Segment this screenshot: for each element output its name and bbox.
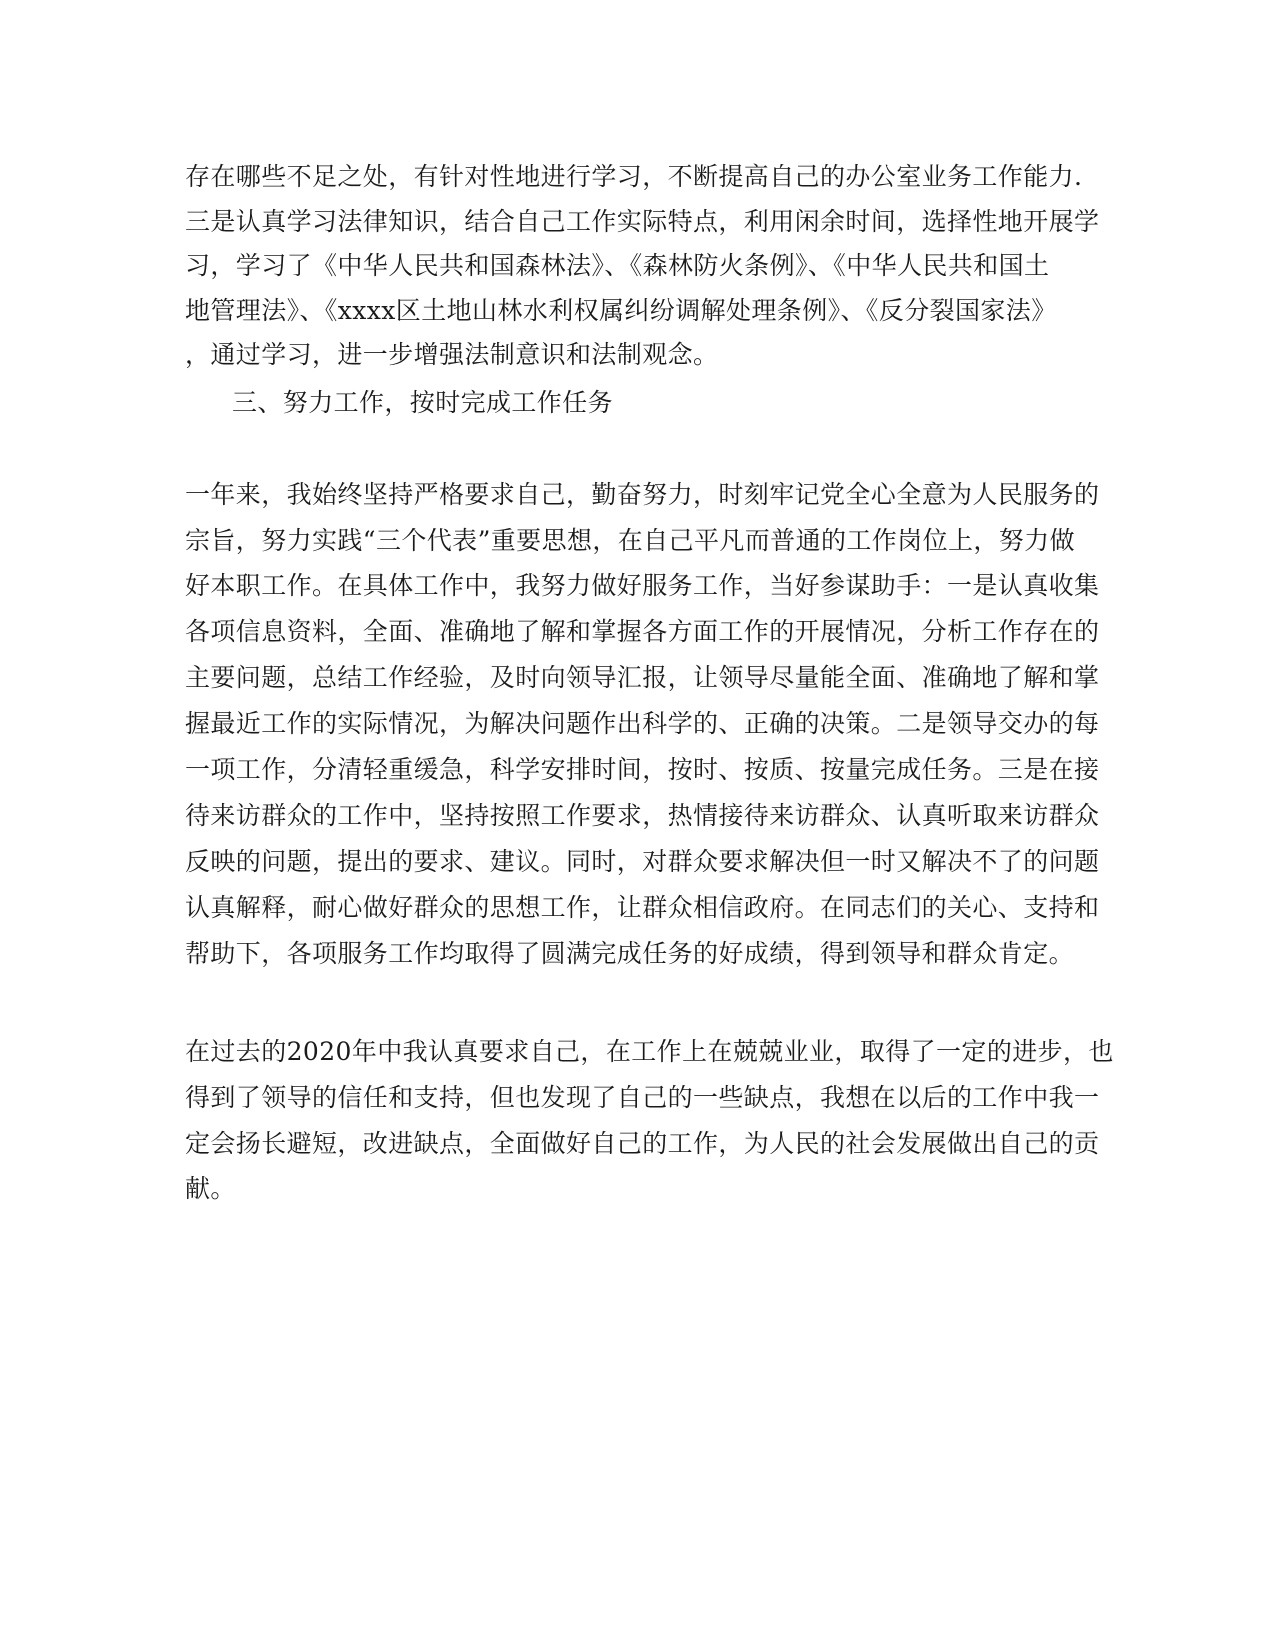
text-line: 各项信息资料，全面、准确地了解和掌握各方面工作的开展情况，分析工作存在的 [185, 617, 1100, 646]
text-line: 三是认真学习法律知识，结合自己工作实际特点，利用闲余时间，选择性地开展学 [185, 207, 1100, 236]
text-line: 主要问题，总结工作经验，及时向领导汇报，让领导尽量能全面、准确地了解和掌 [185, 663, 1100, 692]
text-line: 反映的问题，提出的要求、建议。同时，对群众要求解决但一时又解决不了的问题 [185, 847, 1100, 876]
text-line: 帮助下，各项服务工作均取得了圆满完成任务的好成绩，得到领导和群众肯定。 [185, 939, 1075, 968]
text-line: 得到了领导的信任和支持，但也发现了自己的一些缺点，我想在以后的工作中我一 [185, 1083, 1100, 1112]
text-line: 献。 [185, 1174, 236, 1203]
text-line: 在过去的2020年中我认真要求自己，在工作上在兢兢业业，取得了一定的进步，也 [185, 1037, 1114, 1066]
text-line: 待来访群众的工作中，坚持按照工作要求，热情接待来访群众、认真听取来访群众 [185, 801, 1100, 830]
text-line: 好本职工作。在具体工作中，我努力做好服务工作，当好参谋助手：一是认真收集 [185, 571, 1100, 600]
text-line: 宗旨，努力实践“三个代表”重要思想，在自己平凡而普通的工作岗位上，努力做 [185, 526, 1075, 555]
text-line: 定会扬长避短，改进缺点，全面做好自己的工作，为人民的社会发展做出自己的贡 [185, 1129, 1100, 1158]
text-line: 一项工作，分清轻重缓急，科学安排时间，按时、按质、按量完成任务。三是在接 [185, 755, 1100, 784]
text-line: 一年来，我始终坚持严格要求自己，勤奋努力，时刻牢记党全心全意为人民服务的 [185, 480, 1100, 509]
section-heading: 三、努力工作，按时完成工作任务 [232, 388, 614, 417]
text-line: 认真解释，耐心做好群众的思想工作，让群众相信政府。在同志们的关心、支持和 [185, 893, 1100, 922]
text-line: 习，学习了《中华人民共和国森林法》、《森林防火条例》、《中华人民共和国土 [185, 251, 1050, 280]
text-line: 存在哪些不足之处，有针对性地进行学习，不断提高自己的办公室业务工作能力. [185, 162, 1083, 191]
text-line: 握最近工作的实际情况，为解决问题作出科学的、正确的决策。二是领导交办的每 [185, 709, 1100, 738]
text-line: ，通过学习，进一步增强法制意识和法制观念。 [185, 340, 719, 369]
text-line: 地管理法》、《xxxx区土地山林水利权属纠纷调解处理条例》、《反分裂国家法》 [185, 296, 1057, 325]
